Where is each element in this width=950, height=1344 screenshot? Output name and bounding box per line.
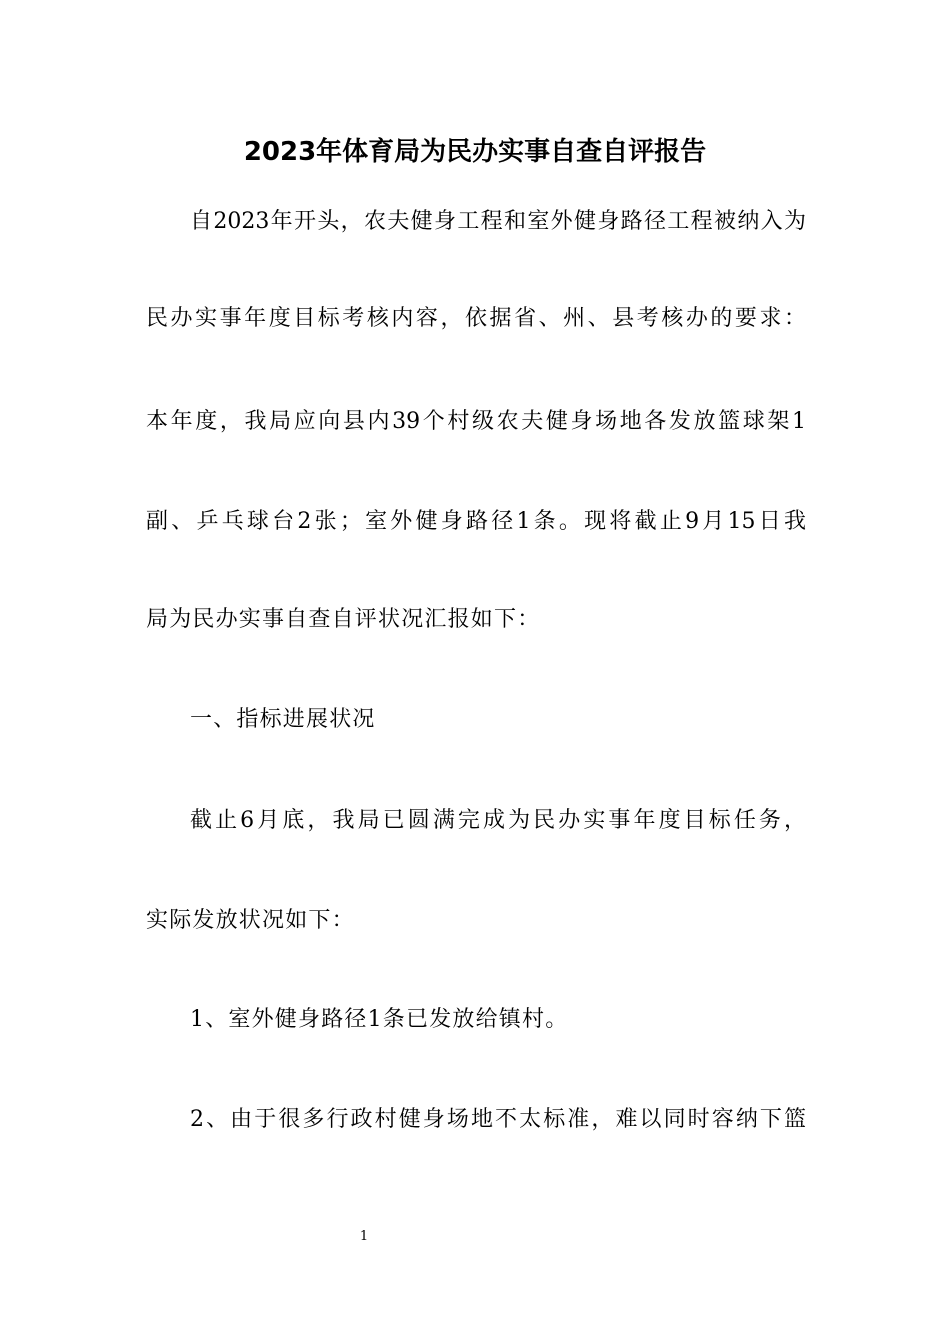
paragraph-line: 自2023年开头，农夫健身工程和室外健身路径工程被纳入为 (190, 209, 806, 234)
paragraph-line: 本年度，我局应向县内39个村级农夫健身场地各发放篮球架1 (146, 409, 806, 434)
list-item: 2、由于很多行政村健身场地不太标准，难以同时容纳下篮 (190, 1107, 806, 1132)
page-number: 1 (359, 1229, 369, 1244)
paragraph-line: 截止6月底，我局已圆满完成为民办实事年度目标任务， (190, 808, 806, 833)
list-item: 1、室外健身路径1条已发放给镇村。 (190, 1007, 569, 1032)
paragraph-line: 实际发放状况如下： (146, 908, 355, 933)
section-heading: 一、指标进展状况 (190, 707, 376, 732)
paragraph-line: 民办实事年度目标考核内容，依据省、州、县考核办的要求： (146, 306, 806, 331)
paragraph-line: 副、乒乓球台2张；室外健身路径1条。现将截止9月15日我 (146, 509, 806, 534)
document-title: 2023年体育局为民办实事自查自评报告 (243, 137, 707, 167)
paragraph-line: 局为民办实事自查自评状况汇报如下： (146, 607, 541, 632)
